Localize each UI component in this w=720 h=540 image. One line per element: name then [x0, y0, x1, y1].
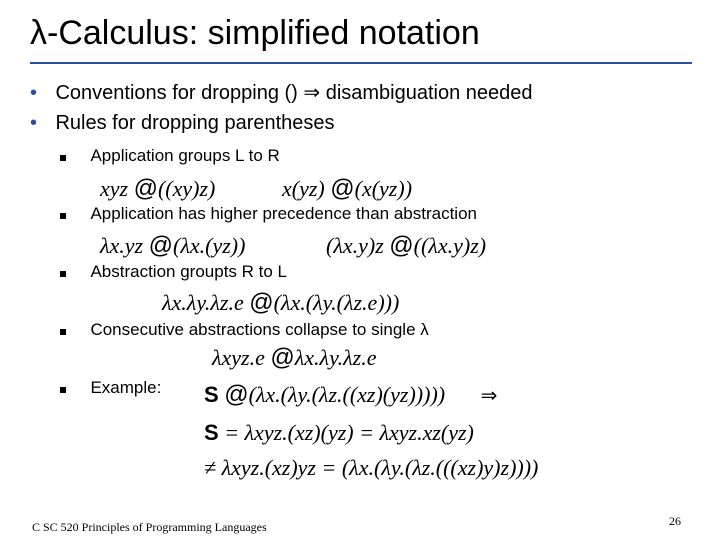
subitem-text: Application has higher precedence than abstraction — [90, 204, 477, 223]
subitem-abstraction-groups — [60, 262, 287, 282]
formula-collapse — [212, 344, 377, 372]
subitem-application-groups — [60, 146, 280, 166]
bullet-text: Rules for dropping parentheses — [55, 112, 335, 134]
at-symbol: @ — [389, 232, 414, 259]
implies-arrow-icon: ⇒ — [480, 383, 498, 407]
bullet-conventions — [30, 80, 533, 105]
square-bullet-icon — [60, 213, 66, 219]
formula-text: ≠ λxyz.(xz)yz = (λx.(λy.(λz.(((xz)y)z)))) — [204, 455, 539, 480]
title-divider — [30, 62, 692, 64]
square-bullet-icon — [60, 271, 66, 277]
example-line-3 — [204, 455, 538, 481]
formula-text: λx.λy.λz.e — [294, 345, 377, 370]
formula-text: ((xy)z) — [157, 176, 216, 201]
bullet-rules — [30, 112, 335, 135]
formula-text: x(yz) — [282, 176, 325, 201]
example-line-2 — [204, 420, 474, 446]
subitem-example — [60, 378, 161, 398]
subitem-text: Example: — [90, 378, 162, 397]
formula-text: λx.λy.λz.e — [162, 290, 244, 315]
formula-prec-left — [100, 232, 245, 260]
formula-text: (λx.(λy.(λz.e))) — [273, 290, 400, 315]
page-number: 26 — [669, 514, 681, 528]
subitem-text: Application groups L to R — [90, 146, 280, 165]
bullet-dot-icon: • — [30, 112, 38, 134]
bullet-text: Conventions for dropping () ⇒ disambiguation needed — [55, 82, 533, 104]
subitem-precedence — [60, 204, 477, 224]
formula-app-left — [100, 175, 215, 203]
footer-course: C SC 520 Principles of Programming Languages — [32, 520, 267, 534]
at-symbol: @ — [330, 175, 355, 202]
formula-text: (λx.y)z — [326, 233, 384, 258]
at-symbol: @ — [148, 232, 173, 259]
formula-app-right — [282, 175, 412, 203]
formula-text: = λxyz.(xz)(yz) = λxyz.xz(yz) — [224, 420, 474, 445]
square-bullet-icon — [60, 387, 66, 393]
combinator-s: S — [204, 382, 219, 407]
slide-title: λ-Calculus: simplified notation — [30, 14, 480, 52]
formula-text: λx.yz — [100, 233, 144, 258]
formula-text: ((λx.y)z) — [413, 233, 487, 258]
at-symbol: @ — [270, 344, 295, 371]
formula-text: (λx.(λy.(λz.((xz)(yz))))) — [248, 382, 446, 407]
combinator-s: S — [204, 420, 219, 445]
formula-abstraction — [162, 289, 399, 317]
formula-text: λxyz.e — [212, 345, 265, 370]
subitem-text: Abstraction groupts R to L — [90, 262, 287, 281]
bullet-dot-icon: • — [30, 82, 38, 104]
formula-text: (λx.(yz)) — [173, 233, 246, 258]
example-line-1 — [204, 381, 497, 409]
square-bullet-icon — [60, 329, 66, 335]
subitem-consecutive — [60, 320, 429, 340]
at-symbol: @ — [249, 289, 274, 316]
at-symbol: @ — [133, 175, 158, 202]
formula-text: (x(yz)) — [354, 176, 413, 201]
subitem-text: Consecutive abstractions collapse to single λ — [90, 320, 429, 339]
formula-prec-right — [326, 232, 486, 260]
square-bullet-icon — [60, 155, 66, 161]
at-symbol: @ — [224, 381, 249, 408]
formula-text: xyz — [100, 176, 129, 201]
